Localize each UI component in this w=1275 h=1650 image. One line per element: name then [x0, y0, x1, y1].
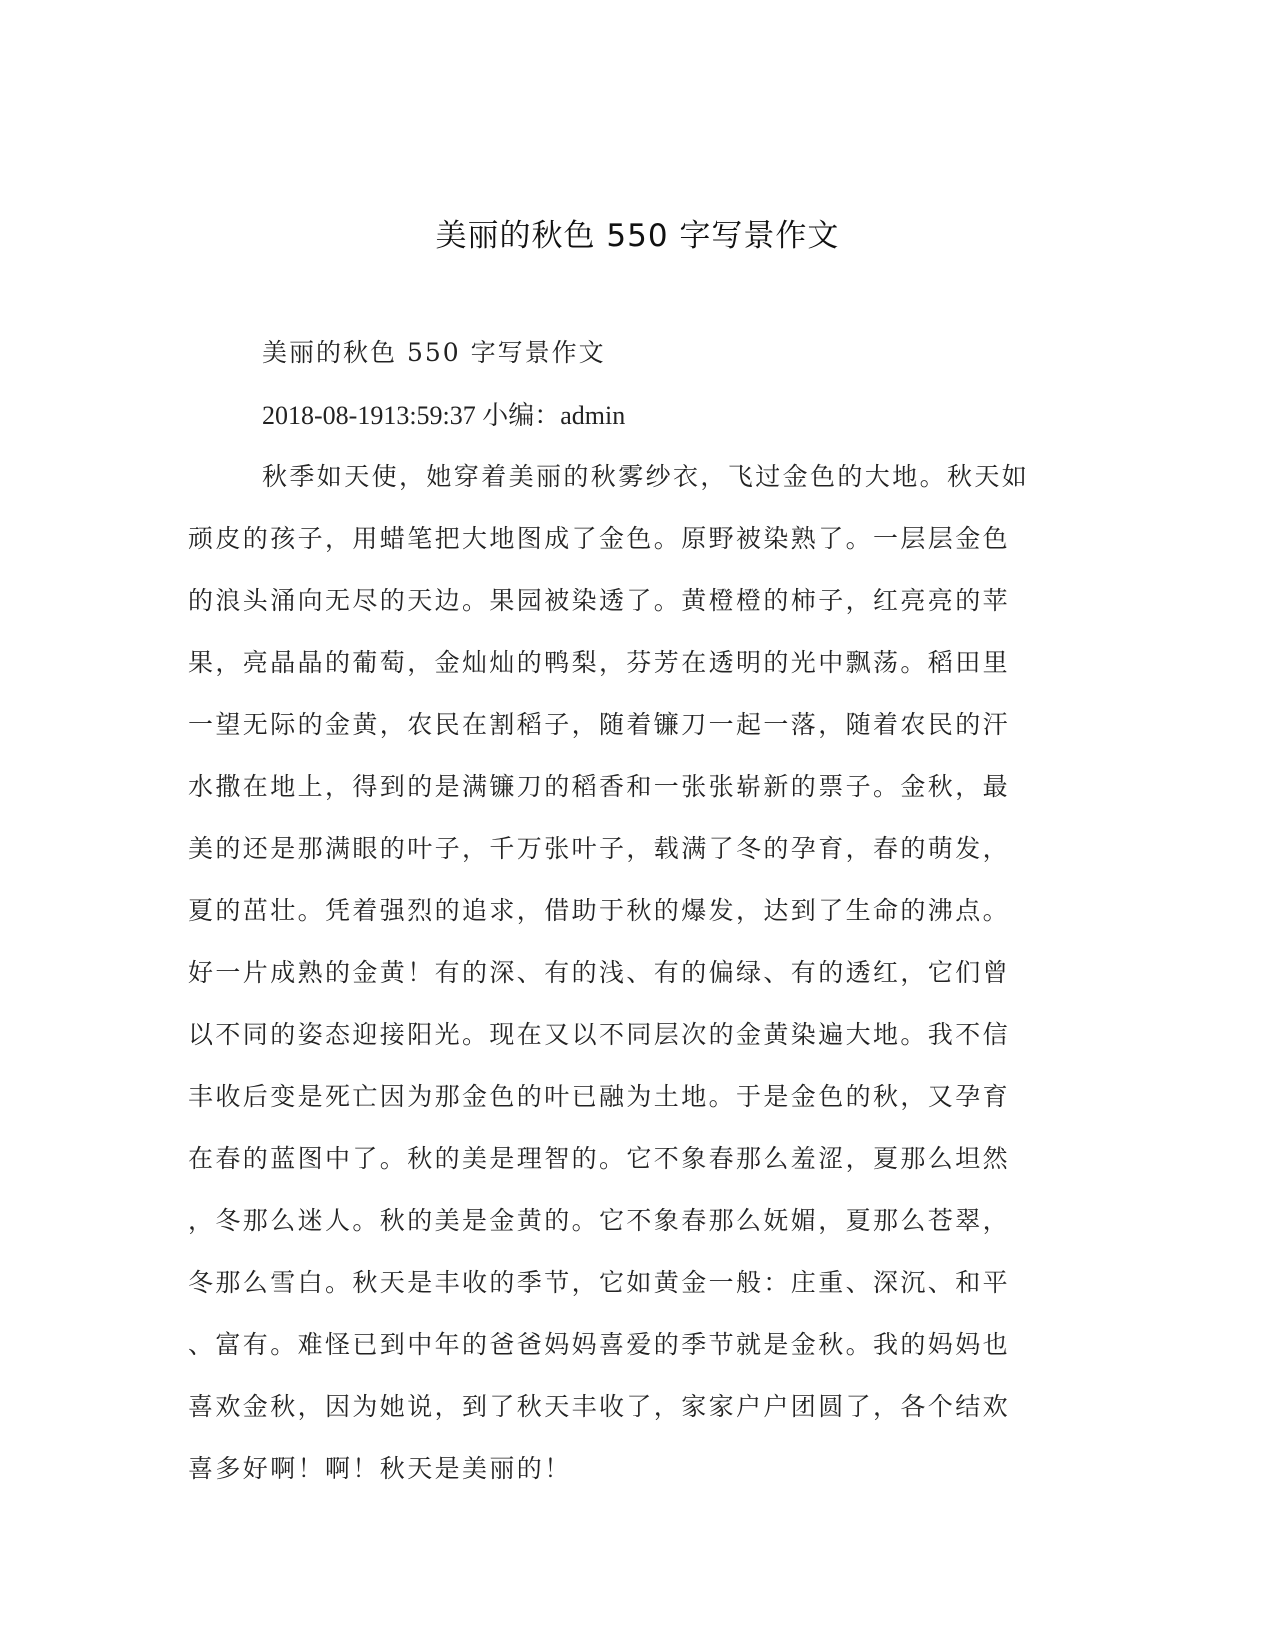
body-line: 、富有。难怪已到中年的爸爸妈妈喜爱的季节就是金秋。我的妈妈也 [188, 1330, 1011, 1359]
body-line: 冬那么雪白。秋天是丰收的季节，它如黄金一般：庄重、深沉、和平 [188, 1268, 1011, 1297]
document-meta: 2018-08-1913:59:37 小编：admin [262, 401, 626, 430]
body-line: 丰收后变是死亡因为那金色的叶已融为土地。于是金色的秋，又孕育 [188, 1082, 1011, 1111]
body-line: 在春的蓝图中了。秋的美是理智的。它不象春那么羞涩，夏那么坦然 [188, 1144, 1011, 1173]
body-line: 秋季如天使，她穿着美丽的秋雾纱衣，飞过金色的大地。秋天如 [262, 462, 1030, 491]
body-line: 水撒在地上，得到的是满镰刀的稻香和一张张崭新的票子。金秋，最 [188, 772, 1011, 801]
body-line: 喜多好啊！啊！秋天是美丽的！ [188, 1454, 572, 1483]
body-line: ，冬那么迷人。秋的美是金黄的。它不象春那么妩媚，夏那么苍翠， [188, 1206, 1011, 1235]
document-title: 美丽的秋色 550 字写景作文 [435, 218, 840, 254]
body-line: 的浪头涌向无尽的天边。果园被染透了。黄橙橙的柿子，红亮亮的苹 [188, 586, 1011, 615]
body-line: 果，亮晶晶的葡萄，金灿灿的鸭梨，芬芳在透明的光中飘荡。稻田里 [188, 648, 1011, 677]
body-line: 以不同的姿态迎接阳光。现在又以不同层次的金黄染遍大地。我不信 [188, 1020, 1011, 1049]
body-line: 好一片成熟的金黄！有的深、有的浅、有的偏绿、有的透红，它们曾 [188, 958, 1011, 987]
body-line: 夏的茁壮。凭着强烈的追求，借助于秋的爆发，达到了生命的沸点。 [188, 896, 1011, 925]
document-body [188, 458, 1088, 1512]
body-line: 美的还是那满眼的叶子，千万张叶子，载满了冬的孕育，春的萌发， [188, 834, 1011, 863]
body-line: 一望无际的金黄，农民在割稻子，随着镰刀一起一落，随着农民的汗 [188, 710, 1011, 739]
body-line: 喜欢金秋，因为她说，到了秋天丰收了，家家户户团圆了，各个结欢 [188, 1392, 1011, 1421]
document-subtitle: 美丽的秋色 550 字写景作文 [262, 338, 606, 367]
body-line: 顽皮的孩子，用蜡笔把大地图成了金色。原野被染熟了。一层层金色 [188, 524, 1011, 553]
